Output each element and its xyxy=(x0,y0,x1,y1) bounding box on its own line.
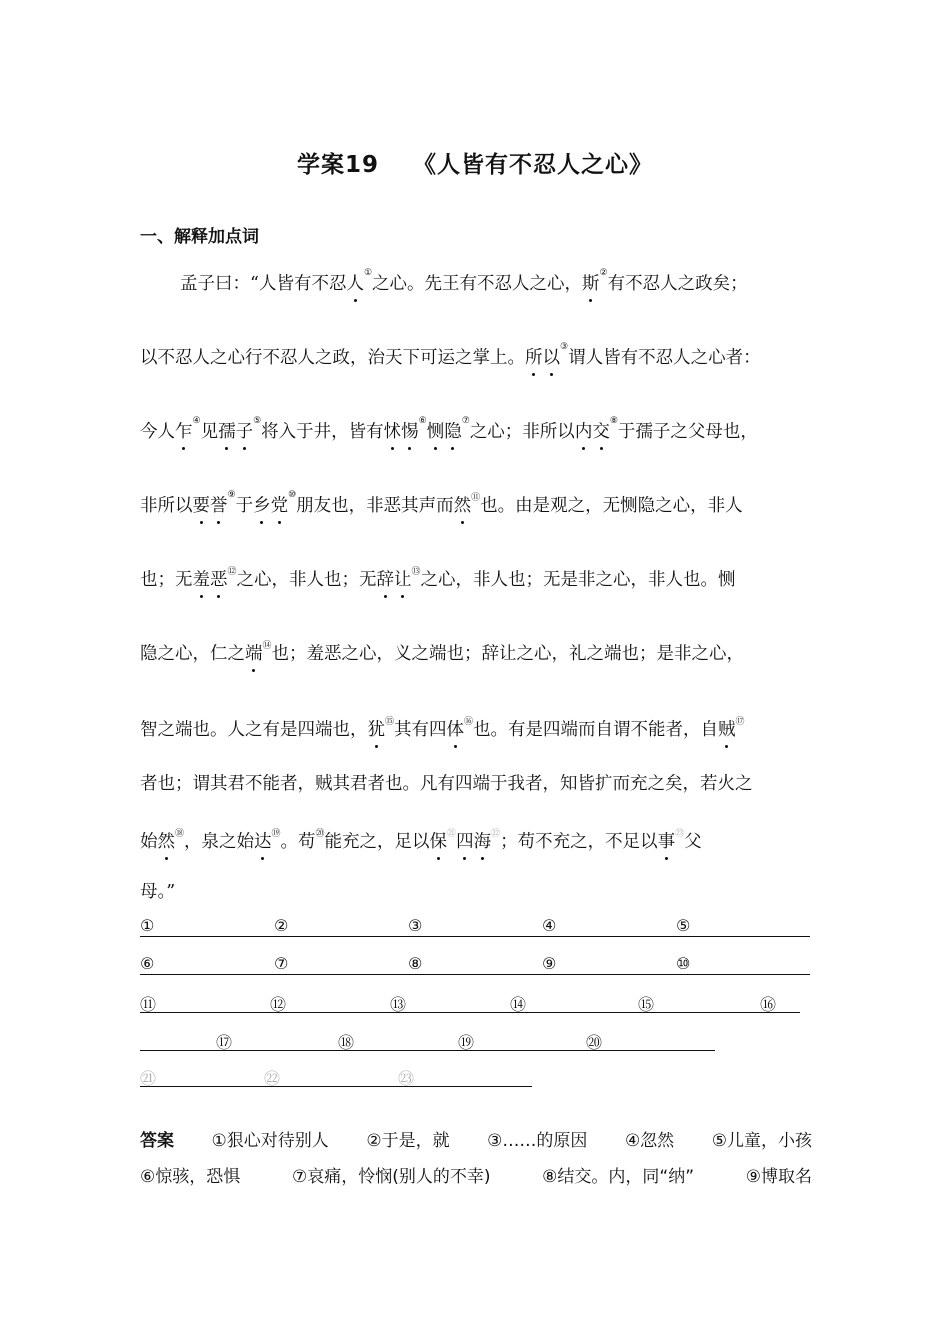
passage-line-4: 非所以要誉⑨于乡党⑩朋友也，非恶其声而然⑪也。由是观之，无恻隐之心，非人 xyxy=(140,490,743,516)
passage-line-1: 孟子曰：“人皆有不忍人①之心。先王有不忍人之心，斯②有不忍人之政矣； xyxy=(180,268,748,294)
section-heading: 一、解释加点词 xyxy=(140,227,259,247)
blank-row-2[interactable]: ⑥ ⑦ ⑧ ⑨ ⑩ xyxy=(140,954,810,975)
passage-line-3: 今人乍④见孺子⑤将入于井，皆有怵惕⑥恻隐⑦之心；非所以内交⑧于孺子之父母也， xyxy=(140,416,758,442)
blank-row-1[interactable]: ① ② ③ ④ ⑤ xyxy=(140,916,810,937)
answer-line-1: 答案 ①狠心对待别人 ②于是，就 ③……的原因 ④忽然 ⑤儿童，小孩 xyxy=(140,1131,812,1151)
blank-row-3[interactable]: ⑪ ⑫ ⑬ ⑭ ⑮ ⑯ xyxy=(140,992,800,1013)
passage-line-7: 智之端也。人之有是四端也，犹⑮其有四体⑯也。有是四端而自谓不能者，自贼⑰ xyxy=(140,717,745,740)
answer-line-2: ⑥惊骇，恐惧 ⑦哀痛，怜悯(别人的不幸) ⑧结交。内，同“纳” ⑨博取名 xyxy=(140,1167,812,1187)
passage-line-10: 母。” xyxy=(140,882,176,902)
passage-line-5: 也；无羞恶⑫之心，非人也；无辞让⑬之心，非人也；无是非之心，非人也。恻 xyxy=(140,567,736,590)
page-title: 学案19 《人皆有不忍人之心》 xyxy=(296,152,653,178)
blank-row-4[interactable]: ⑰ ⑱ ⑲ ⑳ xyxy=(140,1030,715,1051)
passage-line-6: 隐之心，仁之端⑭也；羞恶之心，义之端也；辞让之心，礼之端也；是非之心， xyxy=(140,641,745,664)
blank-row-5[interactable]: ㉑ ㉒ ㉓ xyxy=(140,1066,532,1087)
passage-line-9: 始然⑱，泉之始达⑲。苟⑳能充之，足以保$^㉑$四海$^㉒$；苟不充之，不足以事$^㉓$父 xyxy=(140,829,702,852)
passage-line-2: 以不忍人之心行不忍人之政，治天下可运之掌上。所以③谓人皆有不忍人之心者： xyxy=(140,342,761,368)
answer-label: 答案 xyxy=(140,1131,174,1151)
passage-line-8: 者也；谓其君不能者，贼其君者也。凡有四端于我者，知皆扩而充之矣，若火之 xyxy=(140,774,753,794)
